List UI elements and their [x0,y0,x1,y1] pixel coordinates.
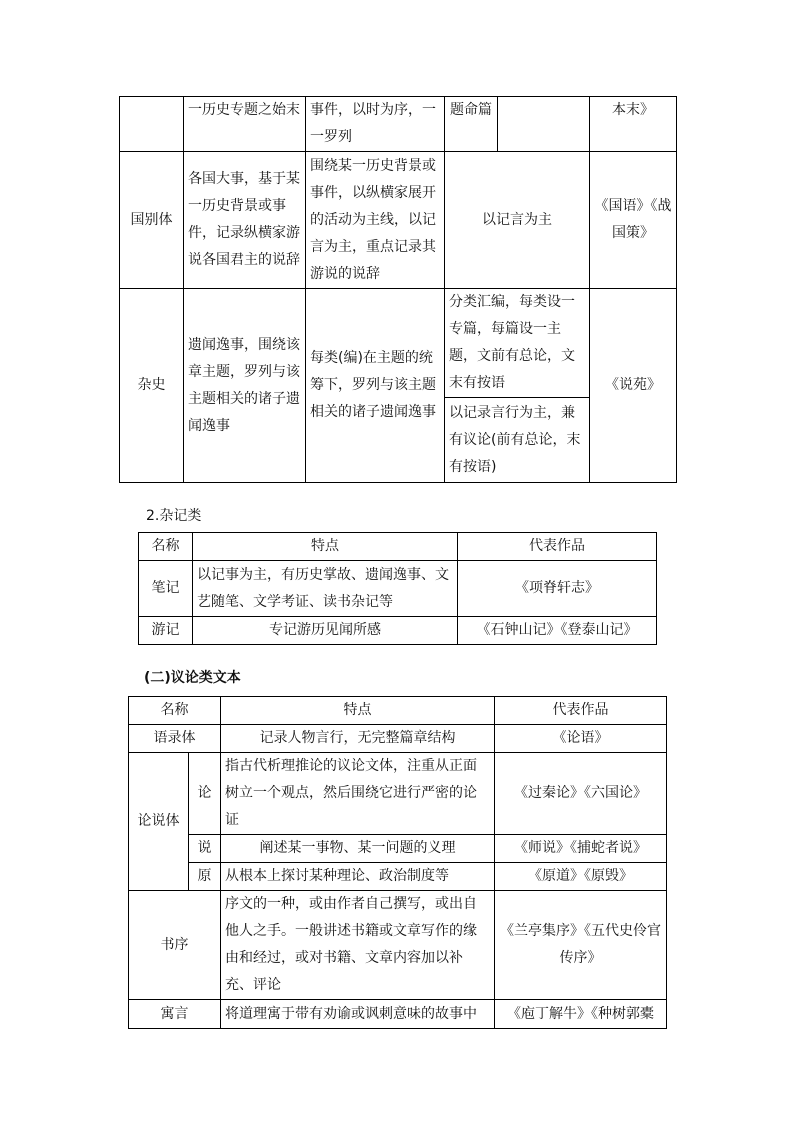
table-row [129,891,667,1000]
zaji-table [138,532,657,645]
feature-cell: 专记游历见闻所感 [193,617,458,645]
table-row [129,863,667,891]
subgenre-name: 说 [189,835,221,863]
table-row [129,835,667,863]
column-header: 特点 [193,533,458,561]
feature-cell: 指古代析理推论的议论文体，注重从正面树立一个观点，然后围绕它进行严密的论证 [221,753,495,835]
genre-name: 语录体 [129,725,221,753]
genre-name: 杂史 [120,289,184,483]
works-cell: 《庖丁解牛》《种树郭橐 [495,1000,667,1029]
history-genre-table [119,96,677,483]
feature-cell: 记录人物言行，无完整篇章结构 [221,725,495,753]
table-row [120,97,677,152]
table-row [129,753,667,835]
works-cell: 本末》 [590,97,677,152]
table-row [120,289,677,398]
yilun-table [128,696,667,1029]
section-heading: 2.杂记类 [146,508,202,524]
feature-cell: 以记录言行为主，兼有议论(前有总论，末有按语) [445,398,590,483]
feature-cell: 以记事为主，有历史掌故、遗闻逸事、文艺随笔、文学考证、读书杂记等 [193,561,458,617]
empty-cell [120,97,184,152]
table-row [129,1000,667,1029]
feature-cell: 从根本上探讨某种理论、政治制度等 [221,863,495,891]
column-header: 名称 [129,697,221,725]
column-header: 代表作品 [458,533,657,561]
feature-cell: 序文的一种，或由作者自己撰写，或出自他人之手。一般讲述书籍或文章写作的缘由和经过，或对书籍、文章内容加以补充、评论 [221,891,495,1000]
feature-cell: 阐述某一事物、某一问题的义理 [221,835,495,863]
feature-cell: 各国大事，基于某一历史背景或事件，记录纵横家游说各国君主的说辞 [184,152,306,289]
works-cell: 《国语》《战国策》 [590,152,677,289]
column-header: 名称 [139,533,193,561]
table-header-row [129,697,667,725]
table-header-row [139,533,657,561]
works-cell: 《原道》《原毁》 [495,863,667,891]
genre-name: 寓言 [129,1000,221,1029]
column-header: 特点 [221,697,495,725]
table-row [139,617,657,645]
feature-cell: 遗闻逸事，围绕该章主题，罗列与该主题相关的诸子遗闻逸事 [184,289,306,483]
subgenre-name: 原 [189,863,221,891]
genre-name: 笔记 [139,561,193,617]
works-cell: 《论语》 [495,725,667,753]
feature-cell: 以记言为主 [445,152,590,289]
works-cell: 《师说》《捕蛇者说》 [495,835,667,863]
genre-name: 书序 [129,891,221,1000]
genre-name: 国别体 [120,152,184,289]
table-row [129,725,667,753]
empty-cell [498,97,590,152]
feature-cell: 题命篇 [445,97,498,152]
table-row [139,561,657,617]
works-cell: 《石钟山记》《登泰山记》 [458,617,657,645]
subgenre-name: 论 [189,753,221,835]
table-row [120,152,677,289]
genre-name: 游记 [139,617,193,645]
column-header: 代表作品 [495,697,667,725]
feature-cell: 将道理寓于带有劝谕或讽刺意味的故事中 [221,1000,495,1029]
feature-cell: 事件，以时为序，一一罗列 [306,97,445,152]
works-cell: 《说苑》 [590,289,677,483]
feature-cell: 每类(编)在主题的统筹下，罗列与该主题相关的诸子遗闻逸事 [306,289,445,483]
feature-cell: 一历史专题之始末 [184,97,306,152]
works-cell: 《项脊轩志》 [458,561,657,617]
genre-name: 论说体 [129,753,189,891]
feature-cell: 分类汇编，每类设一专篇，每篇设一主题，文前有总论，文末有按语 [445,289,590,398]
works-cell: 《兰亭集序》《五代史伶官传序》 [495,891,667,1000]
works-cell: 《过秦论》《六国论》 [495,753,667,835]
feature-cell: 围绕某一历史背景或事件，以纵横家展开的活动为主线，以记言为主，重点记录其游说的说辞 [306,152,445,289]
section-heading: (二)议论类文本 [144,670,241,686]
